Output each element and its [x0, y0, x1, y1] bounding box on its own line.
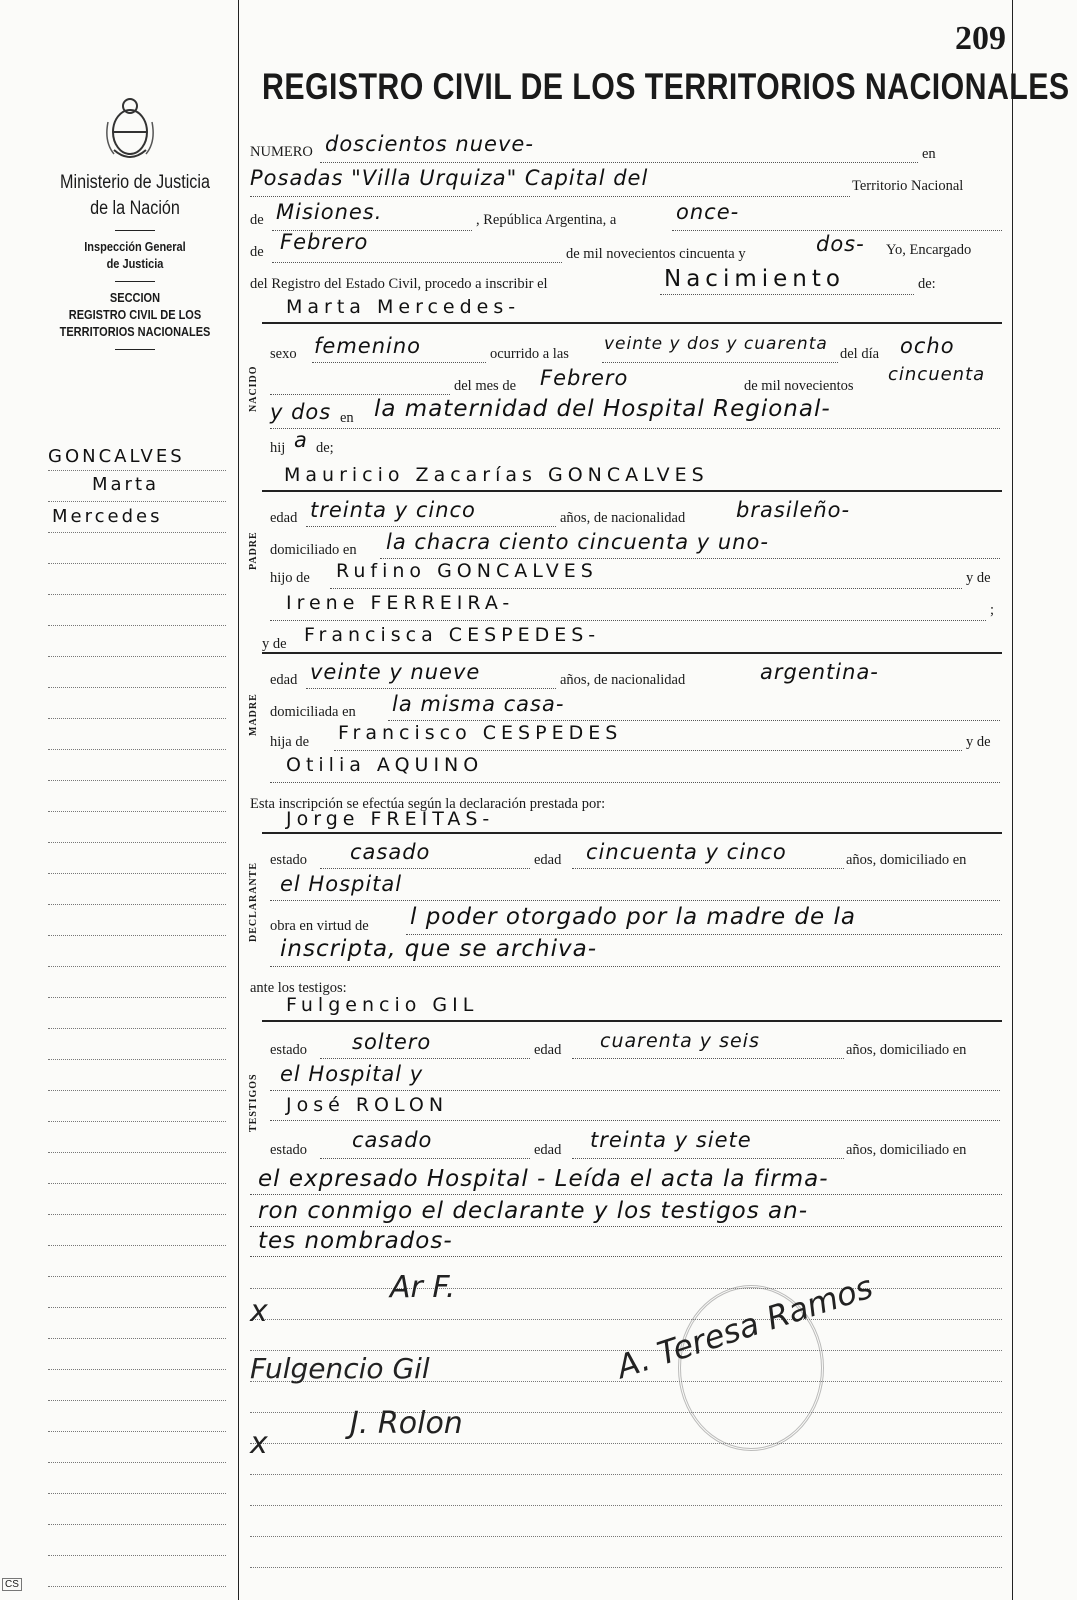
signature-rule: [250, 1536, 1002, 1537]
rule-cierre-1: [250, 1194, 1002, 1195]
value-sexo: femenino: [314, 334, 421, 358]
folio-number: 209: [955, 20, 1006, 57]
label-territorio: Territorio Nacional: [852, 178, 964, 194]
rule-testigo1-domicilio: [270, 1090, 1000, 1091]
signature-testigo-1: Fulgencio Gil: [250, 1352, 430, 1385]
rule-madre-padre: [334, 750, 962, 751]
margin-rule: [48, 1183, 226, 1184]
value-dia-nac: ocho: [900, 334, 955, 358]
margin-rule: [48, 935, 226, 936]
rule-testigo2-nombre: [270, 1120, 1000, 1121]
section-label-nacido: NACIDO: [248, 365, 259, 412]
margin-rule: [48, 1400, 226, 1401]
label-de-semicolon: de;: [316, 440, 334, 456]
label-testigo1-edad: edad: [534, 1042, 562, 1058]
signature-encargado: A. Teresa Ramos: [612, 1267, 878, 1387]
value-territorio: Misiones.: [276, 200, 383, 224]
sidebar-divider: [115, 349, 155, 350]
margin-note-name2: Mercedes: [52, 506, 163, 527]
value-declarante-edad: cincuenta y cinco: [586, 840, 787, 864]
value-madre-nombre: Francisca CESPEDES-: [304, 624, 601, 646]
label-de-2: de: [250, 244, 264, 260]
label-del-mes: del mes de: [454, 378, 517, 394]
signature-declarante: Ar F.: [390, 1270, 456, 1305]
value-madre-edad: veinte y nueve: [310, 660, 481, 684]
rule-acto: [660, 294, 914, 295]
margin-rule: [48, 1338, 226, 1339]
margin-rule: [48, 687, 226, 688]
section-label-declarante: DECLARANTE: [248, 861, 259, 942]
value-mes-nac: Febrero: [540, 366, 629, 390]
value-padre-nombre: Mauricio Zacarías GONCALVES: [284, 464, 709, 486]
label-testigo2-domiciliado: años, domiciliado en: [846, 1142, 967, 1158]
value-hora: veinte y dos y cuarenta: [604, 334, 828, 354]
rule-nombre: [262, 322, 1002, 324]
label-madre-nacionalidad: años, de nacionalidad: [560, 672, 686, 688]
label-en-nac: en: [340, 410, 354, 426]
label-de-mil-2: de mil novecientos: [744, 378, 854, 394]
rule-lugar: [250, 196, 850, 197]
margin-rule: [48, 1431, 226, 1432]
label-ante-testigos: ante los testigos:: [250, 980, 347, 996]
label-republica: , República Argentina, a: [476, 212, 617, 228]
margin-rule: [48, 1152, 226, 1153]
rule-padre-edad: [306, 526, 556, 527]
margin-rule: [48, 1245, 226, 1246]
label-padre-nacionalidad: años, de nacionalidad: [560, 510, 686, 526]
margin-rule: [48, 501, 226, 502]
value-testigo2-edad: treinta y siete: [590, 1128, 752, 1152]
value-testigo1-nombre: Fulgencio GIL: [286, 994, 479, 1016]
value-testigo1-domicilio: el Hospital y: [280, 1062, 424, 1086]
rule-madre-madre: [270, 782, 1000, 783]
rule-padre-madre: [270, 620, 986, 621]
rule-testigo2-estado: [320, 1158, 530, 1159]
section-label-padre: PADRE: [248, 531, 259, 570]
section-label-madre: MADRE: [248, 693, 259, 736]
rule-testigo1-nombre: [262, 1020, 1002, 1022]
margin-rule: [48, 656, 226, 657]
rule-cierre-3: [250, 1256, 1002, 1257]
value-declarante-estado: casado: [350, 840, 431, 864]
label-registro: del Registro del Estado Civil, procedo a inscribir el: [250, 276, 548, 292]
rule-virtud-1: [406, 934, 1002, 935]
value-anio: dos-: [816, 232, 865, 256]
margin-rule: [48, 1524, 226, 1525]
rule-testigo1-estado: [320, 1058, 530, 1059]
margin-rule: [48, 873, 226, 874]
label-declarante-estado: estado: [270, 852, 308, 868]
margin-rule: [48, 811, 226, 812]
inspection-line2: de Justicia: [106, 257, 164, 271]
label-testigo1-estado: estado: [270, 1042, 308, 1058]
rule-testigo2-edad: [572, 1158, 844, 1159]
coat-of-arms-icon: [100, 92, 160, 162]
signature-rule: [250, 1505, 1002, 1506]
label-madre-domicilio: domiciliada en: [270, 704, 356, 720]
margin-rule: [48, 966, 226, 967]
label-de-colon: de:: [918, 276, 936, 292]
value-declarante-domicilio: el Hospital: [280, 872, 403, 896]
value-declarante-virtud-2: inscripta, que se archiva-: [280, 936, 598, 962]
label-sexo: sexo: [270, 346, 297, 362]
margin-rule: [48, 718, 226, 719]
rule-numero: [320, 162, 918, 163]
margin-rule: [48, 749, 226, 750]
signature-mark-2: x: [250, 1426, 268, 1461]
label-hijo-de: hijo de: [270, 570, 310, 586]
margin-rule: [48, 842, 226, 843]
margin-rule: [48, 1276, 226, 1277]
label-testigo2-estado: estado: [270, 1142, 308, 1158]
page-title: REGISTRO CIVIL DE LOS TERRITORIOS NACIONALES: [262, 66, 1070, 107]
sidebar-divider: [115, 281, 155, 282]
margin-rule: [48, 1307, 226, 1308]
value-hij-suffix: a: [294, 428, 308, 452]
label-inscripcion: Esta inscripción se efectúa según la declaración prestada por:: [250, 796, 606, 812]
label-padre-y-de: y de: [966, 570, 991, 586]
section-line1: SECCION: [109, 291, 161, 305]
label-numero: NUMERO: [250, 144, 313, 160]
label-padre-edad: edad: [270, 510, 298, 526]
rule-declarante-edad: [572, 868, 844, 869]
margin-rule: [48, 563, 226, 564]
ministry-line1: Ministerio de Justicia: [60, 172, 210, 193]
rule-declarante-domicilio: [270, 900, 1000, 901]
value-testigo2-nombre: José ROLON: [286, 1094, 449, 1116]
signature-rule: [250, 1319, 1002, 1320]
section-line2: REGISTRO CIVIL DE LOS: [68, 308, 202, 322]
margin-rule: [48, 997, 226, 998]
rule-lugar-nac: [270, 428, 1000, 429]
rule-madre-edad: [306, 688, 556, 689]
value-madre-madre: Otilia AQUINO: [286, 754, 484, 776]
margin-rule: [48, 780, 226, 781]
rule-declarante-nombre: [262, 832, 1002, 834]
value-cierre-2: ron conmigo el declarante y los testigos an-: [258, 1198, 808, 1224]
margin-rule: [48, 594, 226, 595]
value-padre-edad: treinta y cinco: [310, 498, 476, 522]
value-acto: Nacimiento: [664, 266, 845, 292]
label-declarante-domiciliado: años, domiciliado en: [846, 852, 967, 868]
margin-rule: [48, 1028, 226, 1029]
label-madre-edad: edad: [270, 672, 298, 688]
value-madre-domicilio: la misma casa-: [392, 692, 565, 716]
margin-rule: [48, 1090, 226, 1091]
label-padre-domicilio: domiciliado en: [270, 542, 357, 558]
value-dia: once-: [676, 200, 740, 224]
margin-note-surname: GONCALVES: [48, 446, 185, 467]
margin-rule: [48, 1214, 226, 1215]
right-edge-rule: [1012, 0, 1013, 1600]
value-testigo2-estado: casado: [352, 1128, 433, 1152]
value-padre-nacionalidad: brasileño-: [736, 498, 851, 522]
value-cierre-3: tes nombrados-: [258, 1228, 453, 1254]
value-anio-nac: cincuenta: [888, 364, 986, 385]
margin-rule: [48, 625, 226, 626]
signature-mark-1: x: [250, 1294, 268, 1329]
value-numero: doscientos nueve-: [325, 132, 534, 156]
label-madre-y-de: y de: [262, 636, 287, 652]
label-declarante-edad: edad: [534, 852, 562, 868]
value-mes: Febrero: [280, 230, 369, 254]
value-lugar-nac-2: la maternidad del Hospital Regional-: [374, 396, 831, 422]
signature-rule: [250, 1567, 1002, 1568]
label-ocurrido: ocurrido a las: [490, 346, 569, 362]
rule-madre-nombre: [262, 652, 1002, 654]
value-nombre: Marta Mercedes-: [286, 296, 521, 318]
label-hija-de: hija de: [270, 734, 310, 750]
margin-rule: [48, 1462, 226, 1463]
label-de-mil: de mil novecientos cincuenta y: [566, 246, 746, 262]
rule-sexo: [312, 362, 486, 363]
rule-dia: [672, 230, 1002, 231]
section-line3: TERRITORIOS NACIONALES: [59, 325, 211, 339]
signature-rule: [250, 1474, 1002, 1475]
label-testigo1-domiciliado: años, domiciliado en: [846, 1042, 967, 1058]
margin-rule: [48, 470, 226, 471]
label-yo-encargado: Yo, Encargado: [886, 242, 972, 258]
label-testigo2-edad: edad: [534, 1142, 562, 1158]
rule-padre-nombre: [262, 490, 1002, 492]
label-semicolon: ;: [990, 602, 995, 618]
value-declarante-nombre: Jorge FREITAS-: [286, 808, 495, 830]
inspection-line1: Inspección General: [84, 240, 186, 254]
value-padre-madre: Irene FERREIRA-: [286, 592, 515, 614]
rule-cierre-2: [250, 1226, 1002, 1227]
value-testigo1-estado: soltero: [352, 1030, 432, 1054]
margin-note-name1: Marta: [92, 474, 160, 495]
margin-rule: [48, 1059, 226, 1060]
rule-padre-padre: [330, 588, 962, 589]
rule-declarante-estado: [320, 868, 530, 869]
value-madre-padre: Francisco CESPEDES: [338, 722, 623, 744]
margin-rule: [48, 1493, 226, 1494]
value-lugar: Posadas "Villa Urquiza" Capital del: [250, 166, 649, 190]
signature-rule: [250, 1288, 1002, 1289]
label-obra-en-virtud: obra en virtud de: [270, 918, 369, 934]
value-testigo1-edad: cuarenta y seis: [600, 1030, 760, 1052]
value-madre-nacionalidad: argentina-: [760, 660, 879, 684]
margin-rule: [48, 1555, 226, 1556]
section-label-testigos: TESTIGOS: [248, 1073, 259, 1132]
rule-virtud-2: [270, 966, 1000, 967]
value-declarante-virtud-1: l poder otorgado por la madre de la: [410, 904, 856, 930]
rule-mes-nac-prefix: [270, 394, 450, 395]
value-padre-domicilio: la chacra ciento cincuenta y uno-: [386, 530, 769, 554]
sidebar-header: [30, 170, 240, 358]
margin-rule: [48, 904, 226, 905]
margin-rule: [48, 532, 226, 533]
rule-hora: [602, 362, 838, 363]
label-hij: hij: [270, 440, 286, 456]
signature-rule: [250, 1443, 1002, 1444]
margin-rule: [48, 1586, 226, 1587]
value-lugar-nac-1: y dos: [270, 400, 332, 424]
rule-madre-domicilio: [388, 720, 1000, 721]
label-del-dia: del día: [840, 346, 880, 362]
label-madre-y-de-2: y de: [966, 734, 991, 750]
label-en: en: [922, 146, 936, 162]
sidebar-divider: [115, 230, 155, 231]
signature-testigo-2: J. Rolon: [350, 1406, 463, 1441]
scanner-watermark: CS: [2, 1578, 22, 1591]
value-cierre-1: el expresado Hospital - Leída el acta la firma-: [258, 1166, 829, 1192]
value-padre-padre: Rufino GONCALVES: [336, 560, 598, 582]
margin-rule: [48, 1121, 226, 1122]
ministry-line2: de la Nación: [90, 198, 180, 219]
label-de-1: de: [250, 212, 264, 228]
rule-padre-domicilio: [380, 558, 1000, 559]
margin-rule: [48, 1369, 226, 1370]
rule-mes: [272, 262, 562, 263]
rule-testigo1-edad: [572, 1058, 844, 1059]
